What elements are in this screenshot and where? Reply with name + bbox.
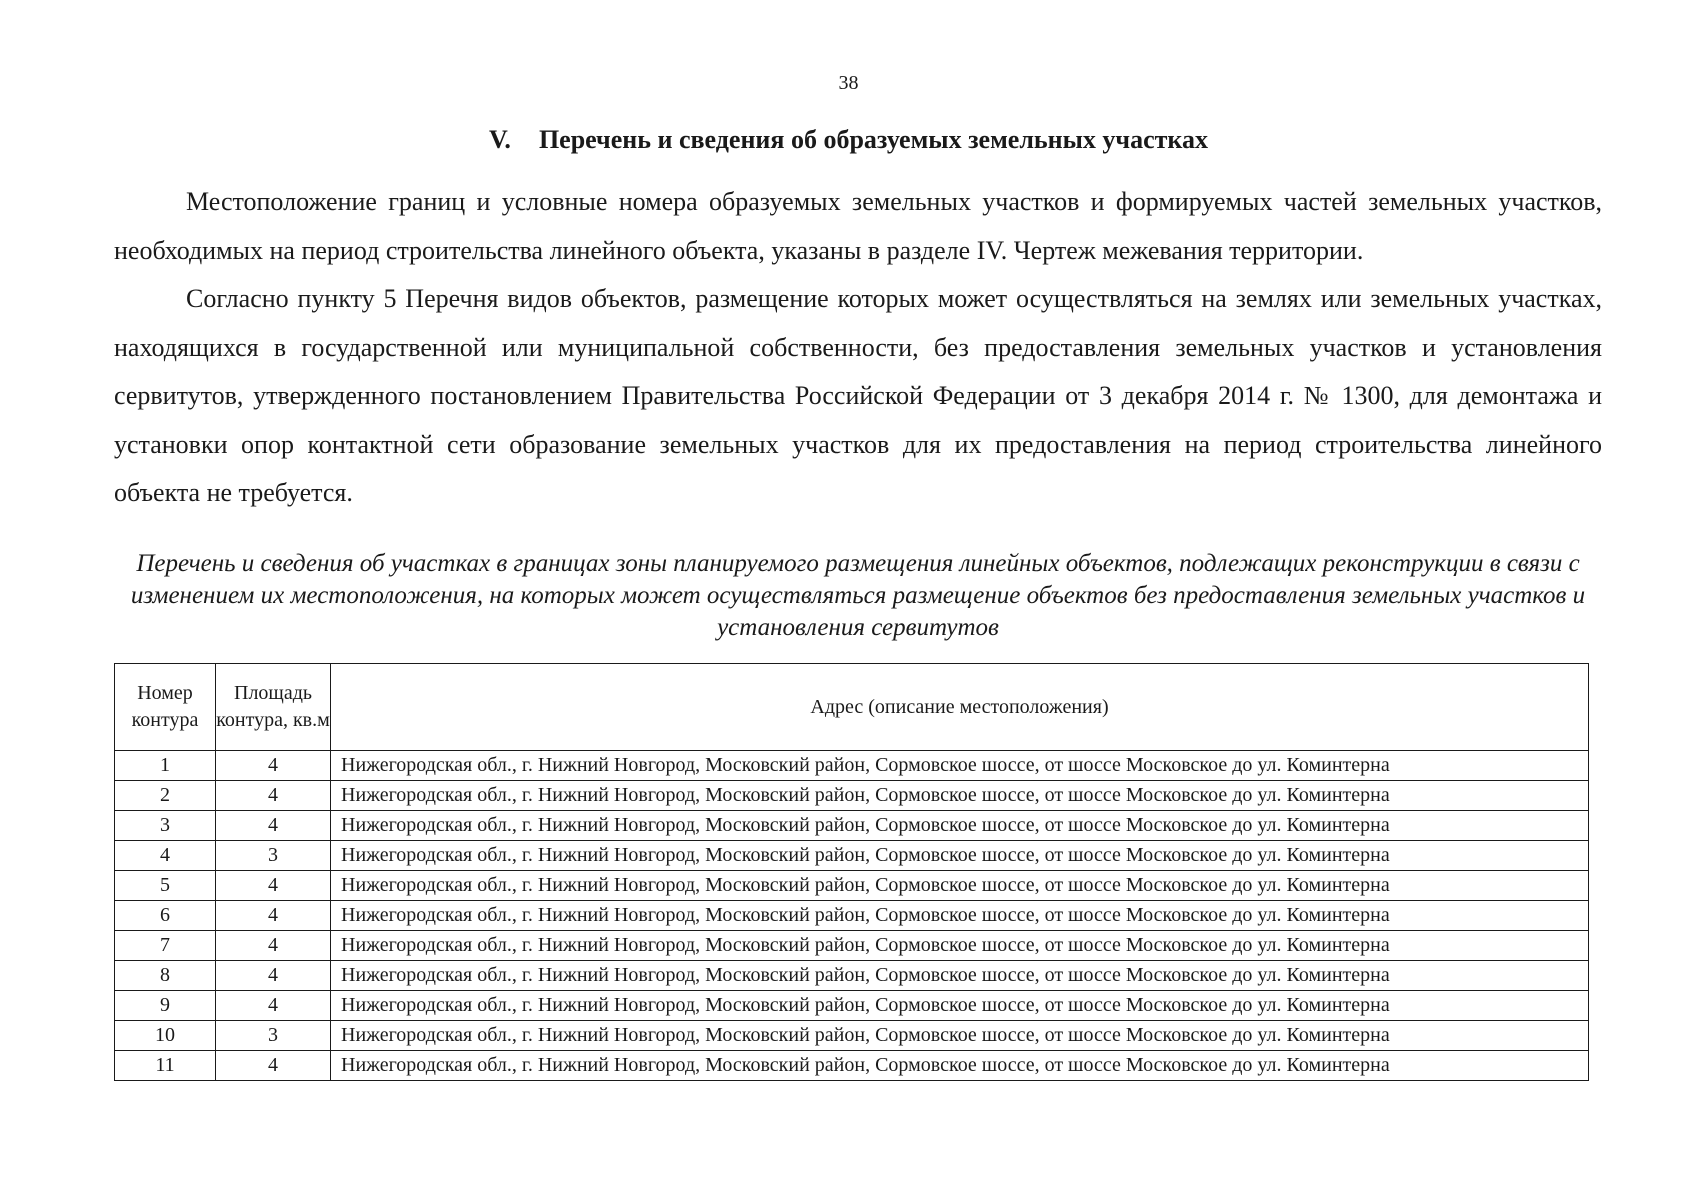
table-container <box>114 663 1589 1081</box>
header-contour-number: Номер контура <box>115 664 216 751</box>
table-row <box>115 871 1589 901</box>
cell-contour-number: 1 <box>115 751 216 781</box>
table-row <box>115 931 1589 961</box>
cell-address: Нижегородская обл., г. Нижний Новгород, Московский район, Сормовское шоссе, от шоссе Московское до ул. Коминтерна <box>331 1021 1589 1051</box>
paragraph: Согласно пункту 5 Перечня видов объектов, размещение которых может осуществляться на землях или земельных участках, находящихся в государственной или муниципальной собственности, без предоставления земельных участков и установления сервитутов, утвержденного постановлением Правительства Российской Федерации от 3 декабря 2014 г. № 1300, для демонтажа и установки опор контактной сети образование земельных участков для их предоставления на период строительства линейного объекта не требуется. <box>114 284 1602 507</box>
body-text <box>114 178 1602 518</box>
cell-contour-area: 3 <box>216 841 331 871</box>
table-row <box>115 1051 1589 1081</box>
header-contour-area: Площадь контура, кв.м <box>216 664 331 751</box>
cell-contour-number: 6 <box>115 901 216 931</box>
table-body <box>115 751 1589 1081</box>
cell-contour-area: 4 <box>216 871 331 901</box>
table-row <box>115 751 1589 781</box>
cell-contour-area: 4 <box>216 751 331 781</box>
cell-address: Нижегородская обл., г. Нижний Новгород, Московский район, Сормовское шоссе, от шоссе Московское до ул. Коминтерна <box>331 811 1589 841</box>
cell-contour-area: 3 <box>216 1021 331 1051</box>
cell-contour-number: 3 <box>115 811 216 841</box>
cell-address: Нижегородская обл., г. Нижний Новгород, Московский район, Сормовское шоссе, от шоссе Московское до ул. Коминтерна <box>331 991 1589 1021</box>
cell-contour-number: 2 <box>115 781 216 811</box>
cell-address: Нижегородская обл., г. Нижний Новгород, Московский район, Сормовское шоссе, от шоссе Московское до ул. Коминтерна <box>331 781 1589 811</box>
cell-address: Нижегородская обл., г. Нижний Новгород, Московский район, Сормовское шоссе, от шоссе Московское до ул. Коминтерна <box>331 1051 1589 1081</box>
cell-address: Нижегородская обл., г. Нижний Новгород, Московский район, Сормовское шоссе, от шоссе Московское до ул. Коминтерна <box>331 961 1589 991</box>
cell-contour-area: 4 <box>216 961 331 991</box>
cell-contour-area: 4 <box>216 931 331 961</box>
table-row <box>115 781 1589 811</box>
cell-contour-number: 9 <box>115 991 216 1021</box>
table-row <box>115 901 1589 931</box>
cell-address: Нижегородская обл., г. Нижний Новгород, Московский район, Сормовское шоссе, от шоссе Московское до ул. Коминтерна <box>331 751 1589 781</box>
cell-address: Нижегородская обл., г. Нижний Новгород, Московский район, Сормовское шоссе, от шоссе Московское до ул. Коминтерна <box>331 871 1589 901</box>
plots-table <box>114 663 1589 1081</box>
table-header-row <box>115 664 1589 751</box>
cell-contour-area: 4 <box>216 1051 331 1081</box>
cell-contour-area: 4 <box>216 991 331 1021</box>
table-row <box>115 841 1589 871</box>
cell-contour-area: 4 <box>216 811 331 841</box>
table-row <box>115 961 1589 991</box>
cell-contour-area: 4 <box>216 781 331 811</box>
cell-contour-area: 4 <box>216 901 331 931</box>
table-row <box>115 991 1589 1021</box>
page-number: 38 <box>838 72 859 94</box>
header-address: Адрес (описание местоположения) <box>331 664 1589 751</box>
cell-contour-number: 5 <box>115 871 216 901</box>
cell-address: Нижегородская обл., г. Нижний Новгород, Московский район, Сормовское шоссе, от шоссе Московское до ул. Коминтерна <box>331 841 1589 871</box>
table-row <box>115 1021 1589 1051</box>
section-title-text: Перечень и сведения об образуемых земельных участках <box>538 125 1208 154</box>
cell-contour-number: 10 <box>115 1021 216 1051</box>
section-roman-numeral: V. <box>489 125 511 154</box>
cell-contour-number: 8 <box>115 961 216 991</box>
paragraph: Местоположение границ и условные номера образуемых земельных участков и формируемых частей земельных участков, необходимых на период строительства линейного объекта, указаны в разделе IV. Чертеж межевания территории. <box>114 187 1602 265</box>
cell-address: Нижегородская обл., г. Нижний Новгород, Московский район, Сормовское шоссе, от шоссе Московское до ул. Коминтерна <box>331 901 1589 931</box>
cell-contour-number: 4 <box>115 841 216 871</box>
table-row <box>115 811 1589 841</box>
table-caption: Перечень и сведения об участках в границах зоны планируемого размещения линейных объектов, подлежащих реконструкции в связи с изменением их местоположения, на которых может осуществляться размещение объектов без предоставления земельных участков и установления сервитутов <box>130 550 1586 641</box>
cell-contour-number: 7 <box>115 931 216 961</box>
cell-address: Нижегородская обл., г. Нижний Новгород, Московский район, Сормовское шоссе, от шоссе Московское до ул. Коминтерна <box>331 931 1589 961</box>
section-title <box>0 125 1697 155</box>
cell-contour-number: 11 <box>115 1051 216 1081</box>
